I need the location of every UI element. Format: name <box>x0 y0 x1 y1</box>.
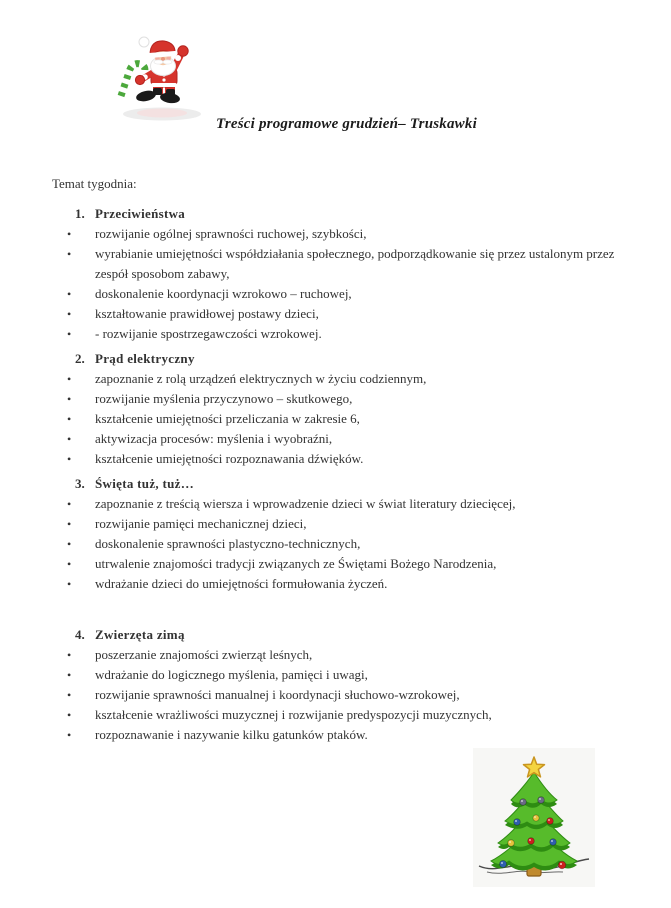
bullet-text: zapoznanie z treścią wiersza i wprowadzenie dzieci w świat literatury dziecięcej, <box>95 496 516 511</box>
bullet-item <box>66 389 615 409</box>
bullet-item <box>66 645 615 665</box>
bullet-text: wdrażanie do logicznego myślenia, pamięci i uwagi, <box>95 667 368 682</box>
bullet-item <box>66 244 615 284</box>
bullet-text: kształtowanie prawidłowej postawy dzieci, <box>95 306 319 321</box>
bullet-item <box>66 409 615 429</box>
bullet-item <box>66 369 615 389</box>
sections-container <box>66 204 615 745</box>
santa-illustration-icon <box>106 30 216 124</box>
bullet-text: rozwijanie pamięci mechanicznej dzieci, <box>95 516 307 531</box>
bullet-icon: • <box>67 327 72 341</box>
bullet-text: rozwijanie ogólnej sprawności ruchowej, szybkości, <box>95 226 367 241</box>
section <box>66 474 615 594</box>
bullet-text: aktywizacja procesów: myślenia i wyobraźni, <box>95 431 333 446</box>
bullet-item <box>66 574 615 594</box>
document-title: Treści programowe grudzień– Truskawki <box>216 116 477 132</box>
section <box>66 625 615 745</box>
bullet-text: rozwijanie myślenia przyczynowo – skutkowego, <box>95 391 353 406</box>
bullet-icon: • <box>67 412 72 426</box>
section-heading: Zwierzęta zimą <box>95 627 185 642</box>
bullet-item <box>66 554 615 574</box>
section-heading: Przeciwieństwa <box>95 206 186 221</box>
bullet-text: rozwijanie sprawności manualnej i koordynacji słuchowo-wzrokowej, <box>95 687 460 702</box>
bullet-text: wdrażanie dzieci do umiejętności formułowania życzeń. <box>95 576 388 591</box>
bullet-icon: • <box>67 668 72 682</box>
section-heading-row <box>66 204 615 224</box>
bullet-icon: • <box>67 557 72 571</box>
bullet-icon: • <box>67 452 72 466</box>
bullet-item <box>66 685 615 705</box>
bullet-text: doskonalenie koordynacji wzrokowo – ruchowej, <box>95 286 352 301</box>
bullet-item <box>66 725 615 745</box>
bullet-icon: • <box>67 227 72 241</box>
bullet-item <box>66 284 615 304</box>
section-heading-row <box>66 625 615 645</box>
section-number: 4. <box>75 627 85 642</box>
bullet-icon: • <box>67 392 72 406</box>
bullet-item <box>66 304 615 324</box>
bullet-icon: • <box>67 728 72 742</box>
section-heading: Święta tuż, tuż… <box>95 476 195 491</box>
bullet-text: kształcenie umiejętności rozpoznawania dźwięków. <box>95 451 364 466</box>
section-number: 1. <box>75 206 85 221</box>
bullet-icon: • <box>67 537 72 551</box>
bullet-item <box>66 534 615 554</box>
bullet-icon: • <box>67 247 72 261</box>
bullet-icon: • <box>67 577 72 591</box>
bullet-text: zapoznanie z rolą urządzeń elektrycznych w życiu codziennym, <box>95 371 427 386</box>
bullet-item <box>66 324 615 344</box>
bullet-item <box>66 494 615 514</box>
section <box>66 349 615 469</box>
section-heading-row <box>66 474 615 494</box>
bullet-text: wyrabianie umiejętności współdziałania społecznego, podporządkowanie się przez ustalonym przez zespół sposobom zabawy, <box>95 246 615 281</box>
section-heading-row <box>66 349 615 369</box>
bullet-icon: • <box>67 648 72 662</box>
bullet-icon: • <box>67 688 72 702</box>
bullet-icon: • <box>67 372 72 386</box>
bullet-item <box>66 224 615 244</box>
bullet-text: - rozwijanie spostrzegawczości wzrokowej. <box>95 326 322 341</box>
bullet-text: kształcenie wrażliwości muzycznej i rozwijanie predyspozycji muzycznych, <box>95 707 492 722</box>
bullet-item <box>66 665 615 685</box>
section <box>66 204 615 344</box>
bullet-item <box>66 705 615 725</box>
bullet-icon: • <box>67 307 72 321</box>
bullet-item <box>66 429 615 449</box>
bullet-text: doskonalenie sprawności plastyczno-technicznych, <box>95 536 361 551</box>
bullet-icon: • <box>67 708 72 722</box>
bullet-icon: • <box>67 517 72 531</box>
week-topic-label: Temat tygodnia: <box>52 176 137 191</box>
bullet-icon: • <box>67 497 72 511</box>
bullet-text: kształcenie umiejętności przeliczania w zakresie 6, <box>95 411 360 426</box>
bullet-item <box>66 514 615 534</box>
bullet-text: poszerzanie znajomości zwierząt leśnych, <box>95 647 313 662</box>
christmas-tree-illustration-icon <box>473 748 595 887</box>
section-heading: Prąd elektryczny <box>95 351 195 366</box>
section-number: 3. <box>75 476 85 491</box>
bullet-item <box>66 449 615 469</box>
bullet-text: rozpoznawanie i nazywanie kilku gatunków ptaków. <box>95 727 368 742</box>
section-number: 2. <box>75 351 85 366</box>
bullet-text: utrwalenie znajomości tradycji związanych ze Świętami Bożego Narodzenia, <box>95 556 497 571</box>
bullet-icon: • <box>67 432 72 446</box>
bullet-icon: • <box>67 287 72 301</box>
